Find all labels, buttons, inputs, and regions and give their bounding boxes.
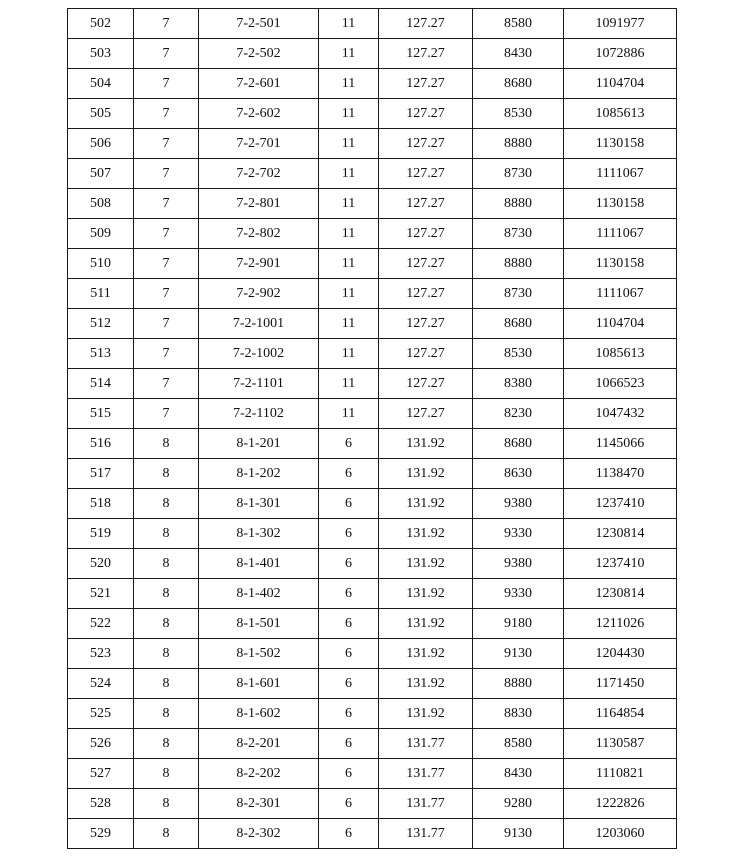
table-cell: 1111067 xyxy=(564,279,677,309)
table-row xyxy=(68,129,677,159)
table-cell: 11 xyxy=(319,219,379,249)
table-cell: 11 xyxy=(319,309,379,339)
table-cell: 6 xyxy=(319,669,379,699)
table-cell: 9330 xyxy=(473,519,564,549)
table-row xyxy=(68,639,677,669)
table-cell: 8 xyxy=(134,549,199,579)
table-cell: 9180 xyxy=(473,609,564,639)
table-cell: 8230 xyxy=(473,399,564,429)
table-cell: 131.77 xyxy=(379,759,473,789)
table-cell: 131.77 xyxy=(379,789,473,819)
table-cell: 6 xyxy=(319,459,379,489)
table-cell: 131.92 xyxy=(379,549,473,579)
table-row xyxy=(68,39,677,69)
table-cell: 8530 xyxy=(473,339,564,369)
table-cell: 6 xyxy=(319,609,379,639)
table-row xyxy=(68,69,677,99)
table-cell: 514 xyxy=(68,369,134,399)
table-cell: 1222826 xyxy=(564,789,677,819)
table-cell: 521 xyxy=(68,579,134,609)
table-cell: 127.27 xyxy=(379,279,473,309)
table-cell: 1237410 xyxy=(564,489,677,519)
table-cell: 9130 xyxy=(473,639,564,669)
table-cell: 11 xyxy=(319,99,379,129)
table-cell: 529 xyxy=(68,819,134,849)
table-cell: 11 xyxy=(319,39,379,69)
table-cell: 6 xyxy=(319,699,379,729)
table-cell: 8-1-202 xyxy=(199,459,319,489)
table-row xyxy=(68,309,677,339)
table-cell: 6 xyxy=(319,819,379,849)
table-cell: 7-2-801 xyxy=(199,189,319,219)
table-cell: 6 xyxy=(319,729,379,759)
table-row xyxy=(68,489,677,519)
table-cell: 1211026 xyxy=(564,609,677,639)
table-cell: 1072886 xyxy=(564,39,677,69)
table-cell: 8730 xyxy=(473,279,564,309)
table-cell: 7-2-1101 xyxy=(199,369,319,399)
table-cell: 1130158 xyxy=(564,249,677,279)
table-cell: 11 xyxy=(319,69,379,99)
table-cell: 506 xyxy=(68,129,134,159)
table-cell: 8580 xyxy=(473,9,564,39)
table-cell: 8580 xyxy=(473,729,564,759)
table-cell: 8 xyxy=(134,579,199,609)
table-cell: 8430 xyxy=(473,39,564,69)
table-cell: 127.27 xyxy=(379,39,473,69)
table-cell: 8 xyxy=(134,789,199,819)
table-cell: 7 xyxy=(134,9,199,39)
table-row xyxy=(68,189,677,219)
table-cell: 7 xyxy=(134,219,199,249)
table-cell: 8530 xyxy=(473,99,564,129)
table-cell: 8 xyxy=(134,429,199,459)
table-cell: 127.27 xyxy=(379,99,473,129)
table-cell: 1203060 xyxy=(564,819,677,849)
table-cell: 127.27 xyxy=(379,339,473,369)
table-cell: 11 xyxy=(319,9,379,39)
table-cell: 1230814 xyxy=(564,519,677,549)
table-cell: 7-2-702 xyxy=(199,159,319,189)
table-cell: 7-2-901 xyxy=(199,249,319,279)
table-cell: 8 xyxy=(134,459,199,489)
table-cell: 1130587 xyxy=(564,729,677,759)
table-cell: 11 xyxy=(319,189,379,219)
table-cell: 8-1-401 xyxy=(199,549,319,579)
table-cell: 131.92 xyxy=(379,489,473,519)
table-cell: 7-2-501 xyxy=(199,9,319,39)
table-cell: 11 xyxy=(319,279,379,309)
table-cell: 1091977 xyxy=(564,9,677,39)
table-cell: 7 xyxy=(134,69,199,99)
table-cell: 528 xyxy=(68,789,134,819)
table-row xyxy=(68,519,677,549)
table-cell: 504 xyxy=(68,69,134,99)
table-cell: 7-2-802 xyxy=(199,219,319,249)
table-cell: 527 xyxy=(68,759,134,789)
table-cell: 8 xyxy=(134,519,199,549)
table-row xyxy=(68,579,677,609)
table-cell: 8430 xyxy=(473,759,564,789)
table-cell: 1110821 xyxy=(564,759,677,789)
table-cell: 8630 xyxy=(473,459,564,489)
table-cell: 1111067 xyxy=(564,219,677,249)
table-cell: 131.92 xyxy=(379,609,473,639)
table-cell: 507 xyxy=(68,159,134,189)
table-cell: 6 xyxy=(319,759,379,789)
table-cell: 8-2-202 xyxy=(199,759,319,789)
table-cell: 1047432 xyxy=(564,399,677,429)
table-cell: 8-2-302 xyxy=(199,819,319,849)
table-cell: 520 xyxy=(68,549,134,579)
table-cell: 1085613 xyxy=(564,339,677,369)
table-cell: 131.77 xyxy=(379,729,473,759)
table-cell: 9380 xyxy=(473,549,564,579)
table-cell: 7 xyxy=(134,159,199,189)
table-cell: 502 xyxy=(68,9,134,39)
table-cell: 8880 xyxy=(473,669,564,699)
table-row xyxy=(68,399,677,429)
table-cell: 11 xyxy=(319,399,379,429)
table-cell: 1130158 xyxy=(564,129,677,159)
table-cell: 1138470 xyxy=(564,459,677,489)
table-cell: 11 xyxy=(319,339,379,369)
table-cell: 7-2-1002 xyxy=(199,339,319,369)
table-cell: 127.27 xyxy=(379,219,473,249)
table-cell: 131.92 xyxy=(379,519,473,549)
table-cell: 127.27 xyxy=(379,69,473,99)
table-cell: 7-2-602 xyxy=(199,99,319,129)
table-cell: 519 xyxy=(68,519,134,549)
table-cell: 8 xyxy=(134,699,199,729)
table-cell: 503 xyxy=(68,39,134,69)
table-cell: 517 xyxy=(68,459,134,489)
table-cell: 8830 xyxy=(473,699,564,729)
table-cell: 8680 xyxy=(473,69,564,99)
table-row xyxy=(68,159,677,189)
table-cell: 1171450 xyxy=(564,669,677,699)
table-cell: 1104704 xyxy=(564,309,677,339)
table-cell: 526 xyxy=(68,729,134,759)
table-cell: 8 xyxy=(134,819,199,849)
table-cell: 7 xyxy=(134,309,199,339)
table-row xyxy=(68,219,677,249)
table-row xyxy=(68,699,677,729)
table-row xyxy=(68,459,677,489)
table-cell: 8680 xyxy=(473,429,564,459)
table-cell: 508 xyxy=(68,189,134,219)
table-row xyxy=(68,9,677,39)
table-cell: 523 xyxy=(68,639,134,669)
table-row xyxy=(68,669,677,699)
table-cell: 8880 xyxy=(473,129,564,159)
table-cell: 11 xyxy=(319,249,379,279)
table-cell: 8-1-402 xyxy=(199,579,319,609)
table-cell: 11 xyxy=(319,369,379,399)
table-row xyxy=(68,279,677,309)
table-cell: 6 xyxy=(319,579,379,609)
table-cell: 511 xyxy=(68,279,134,309)
table-cell: 524 xyxy=(68,669,134,699)
table-cell: 8880 xyxy=(473,249,564,279)
table-row xyxy=(68,249,677,279)
table-cell: 131.92 xyxy=(379,639,473,669)
table-cell: 7 xyxy=(134,129,199,159)
table-cell: 8 xyxy=(134,669,199,699)
table-cell: 127.27 xyxy=(379,309,473,339)
table-row xyxy=(68,429,677,459)
table-cell: 8-2-201 xyxy=(199,729,319,759)
table-cell: 8 xyxy=(134,609,199,639)
table-cell: 1111067 xyxy=(564,159,677,189)
table-row xyxy=(68,819,677,849)
table-cell: 8-1-502 xyxy=(199,639,319,669)
table-cell: 1085613 xyxy=(564,99,677,129)
table-cell: 127.27 xyxy=(379,159,473,189)
table-cell: 6 xyxy=(319,489,379,519)
table-cell: 1104704 xyxy=(564,69,677,99)
table-cell: 6 xyxy=(319,639,379,669)
table-cell: 127.27 xyxy=(379,369,473,399)
table-cell: 7 xyxy=(134,369,199,399)
table-row xyxy=(68,369,677,399)
table-cell: 512 xyxy=(68,309,134,339)
price-table xyxy=(67,8,677,849)
table-row xyxy=(68,549,677,579)
table-cell: 8-1-601 xyxy=(199,669,319,699)
table-cell: 8 xyxy=(134,729,199,759)
table-cell: 8730 xyxy=(473,159,564,189)
table-cell: 1145066 xyxy=(564,429,677,459)
table-cell: 6 xyxy=(319,549,379,579)
table-cell: 518 xyxy=(68,489,134,519)
table-row xyxy=(68,729,677,759)
table-cell: 1237410 xyxy=(564,549,677,579)
table-cell: 7-2-502 xyxy=(199,39,319,69)
table-cell: 127.27 xyxy=(379,399,473,429)
table-cell: 11 xyxy=(319,129,379,159)
table-cell: 510 xyxy=(68,249,134,279)
table-row xyxy=(68,99,677,129)
table-cell: 127.27 xyxy=(379,129,473,159)
table-cell: 7 xyxy=(134,99,199,129)
table-cell: 522 xyxy=(68,609,134,639)
table-cell: 8 xyxy=(134,489,199,519)
table-row xyxy=(68,339,677,369)
table-cell: 1164854 xyxy=(564,699,677,729)
table-cell: 1066523 xyxy=(564,369,677,399)
table-cell: 131.92 xyxy=(379,579,473,609)
table-cell: 7 xyxy=(134,399,199,429)
table-cell: 8730 xyxy=(473,219,564,249)
table-cell: 7-2-1102 xyxy=(199,399,319,429)
table-cell: 7 xyxy=(134,339,199,369)
table-cell: 8680 xyxy=(473,309,564,339)
table-cell: 525 xyxy=(68,699,134,729)
table-cell: 7 xyxy=(134,189,199,219)
table-cell: 513 xyxy=(68,339,134,369)
table-cell: 9380 xyxy=(473,489,564,519)
table-cell: 9280 xyxy=(473,789,564,819)
table-cell: 8 xyxy=(134,639,199,669)
table-cell: 7-2-701 xyxy=(199,129,319,159)
table-cell: 1130158 xyxy=(564,189,677,219)
table-cell: 6 xyxy=(319,789,379,819)
table-cell: 8-1-302 xyxy=(199,519,319,549)
table-cell: 131.92 xyxy=(379,459,473,489)
table-cell: 7-2-902 xyxy=(199,279,319,309)
table-cell: 7-2-1001 xyxy=(199,309,319,339)
table-cell: 8-1-301 xyxy=(199,489,319,519)
table-cell: 8380 xyxy=(473,369,564,399)
table-cell: 516 xyxy=(68,429,134,459)
table-cell: 515 xyxy=(68,399,134,429)
table-cell: 1204430 xyxy=(564,639,677,669)
table-cell: 11 xyxy=(319,159,379,189)
table-cell: 9330 xyxy=(473,579,564,609)
table-cell: 8880 xyxy=(473,189,564,219)
table-cell: 9130 xyxy=(473,819,564,849)
table-row xyxy=(68,759,677,789)
table-cell: 8-1-602 xyxy=(199,699,319,729)
price-table-body xyxy=(68,9,677,849)
table-row xyxy=(68,789,677,819)
table-cell: 127.27 xyxy=(379,189,473,219)
table-cell: 131.92 xyxy=(379,699,473,729)
table-cell: 127.27 xyxy=(379,9,473,39)
table-cell: 509 xyxy=(68,219,134,249)
table-cell: 7-2-601 xyxy=(199,69,319,99)
table-cell: 131.77 xyxy=(379,819,473,849)
table-cell: 8 xyxy=(134,759,199,789)
table-cell: 8-1-501 xyxy=(199,609,319,639)
table-cell: 131.92 xyxy=(379,669,473,699)
table-cell: 1230814 xyxy=(564,579,677,609)
table-cell: 7 xyxy=(134,39,199,69)
table-cell: 8-2-301 xyxy=(199,789,319,819)
table-cell: 7 xyxy=(134,249,199,279)
table-row xyxy=(68,609,677,639)
table-cell: 6 xyxy=(319,519,379,549)
table-cell: 7 xyxy=(134,279,199,309)
table-cell: 131.92 xyxy=(379,429,473,459)
table-cell: 127.27 xyxy=(379,249,473,279)
table-cell: 505 xyxy=(68,99,134,129)
table-cell: 8-1-201 xyxy=(199,429,319,459)
table-cell: 6 xyxy=(319,429,379,459)
